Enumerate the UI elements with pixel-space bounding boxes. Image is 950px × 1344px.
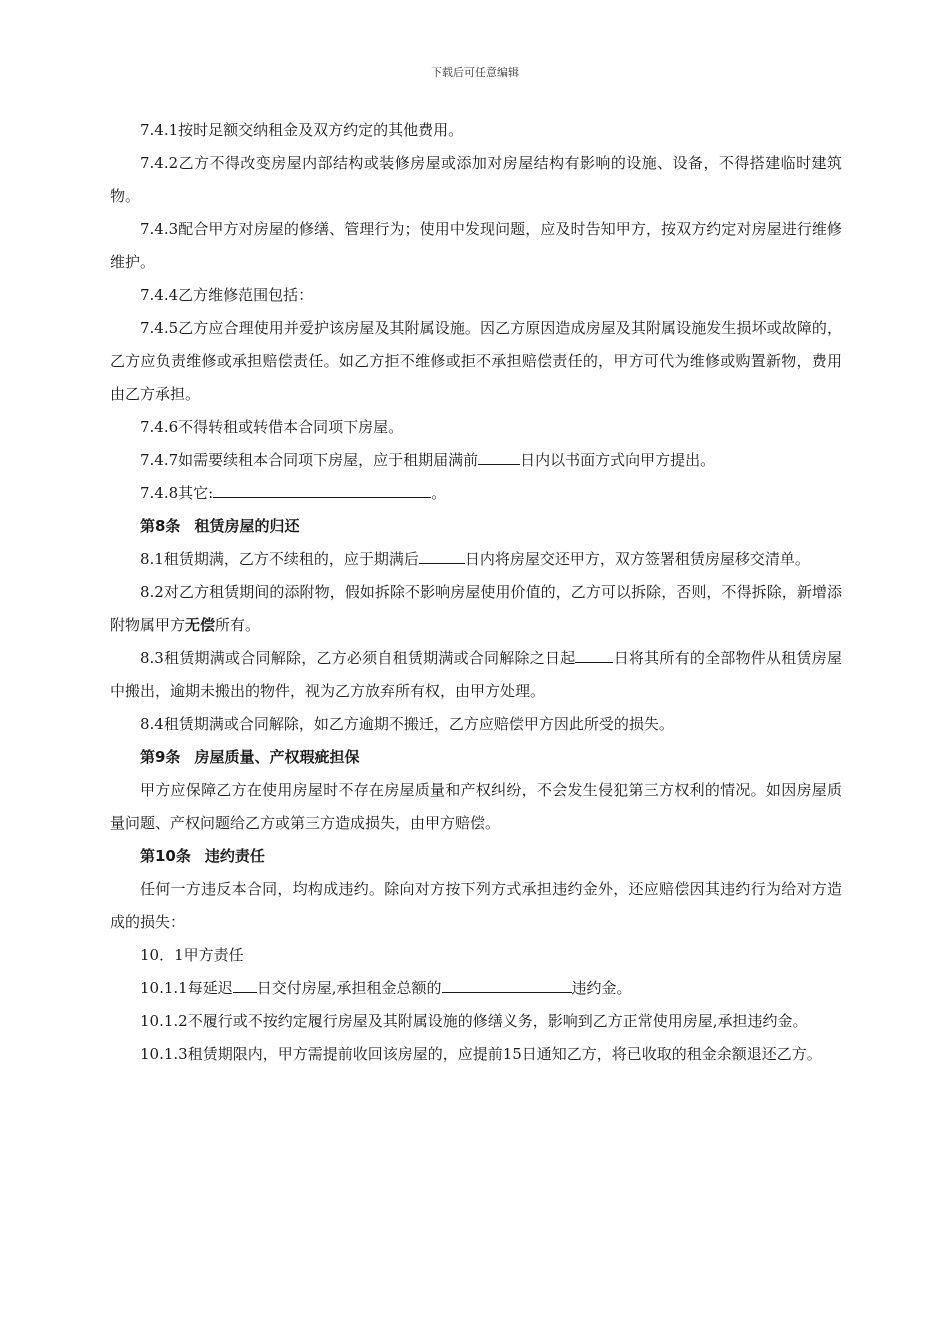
clause-7-4-8: [110, 477, 842, 510]
clause-7-4-5: 7.4.5乙方应合理使用并爱护该房屋及其附属设施。因乙方原因造成房屋及其附属设施发生损坏或故障的，乙方应负责维修或承担赔偿责任。如乙方拒不维修或拒不承担赔偿责任的，甲方可代为维修或购置新物，费用由乙方承担。: [110, 319, 842, 403]
clause-7-4-3: 7.4.3配合甲方对房屋的修缮、管理行为；使用中发现问题，应及时告知甲方，按双方约定对房屋进行维修维护。: [110, 220, 842, 271]
clause-10-1-1-text-b: 日交付房屋,承担租金总额的: [256, 979, 442, 997]
clause-8-3: [110, 642, 842, 708]
clause-10-1-1-text-a: 10.1.1每延迟: [140, 979, 233, 997]
article-10-text: 任何一方违反本合同，均构成违约。除向对方按下列方式承担违约金外，还应赔偿因其违约行为给对方造成的损失：: [110, 880, 842, 931]
article-9-number: 第9条: [140, 748, 181, 766]
contract-body: [110, 114, 842, 1071]
clause-10-1-1-text-c: 违约金。: [571, 979, 632, 997]
clause-10-1-1: [110, 972, 842, 1005]
clause-8-2: [110, 576, 842, 642]
fill-in-blank: [575, 646, 613, 663]
clause-7-4-7-text-a: 7.4.7如需要续租本合同项下房屋，应于租期届满前: [140, 451, 479, 469]
clause-8-2-text-a: 8.2对乙方租赁期间的添附物，假如拆除不影响房屋使用价值的，乙方可以拆除，否则，不得拆除，新增添附物属甲方: [110, 583, 842, 634]
clause-7-4-7-text-b: 日内以书面方式向甲方提出。: [520, 451, 716, 469]
clause-7-4-8-text-b: 。: [431, 484, 447, 502]
fill-in-blank: [478, 448, 520, 465]
article-9-title: 房屋质量、产权瑕疵担保: [194, 748, 360, 766]
fill-in-blank: [419, 547, 465, 564]
clause-10-1-3: 10.1.3租赁期限内，甲方需提前收回该房屋的，应提前15日通知乙方，将已收取的租金余额退还乙方。: [140, 1045, 822, 1063]
clause-7-4-1: 7.4.1按时足额交纳租金及双方约定的其他费用。: [140, 121, 464, 139]
article-9-text: 甲方应保障乙方在使用房屋时不存在房屋质量和产权纠纷，不会发生侵犯第三方权利的情况。如因房屋质量问题、产权问题给乙方或第三方造成损失，由甲方赔偿。: [110, 781, 842, 832]
clause-8-2-text-b: 所有。: [215, 616, 261, 634]
article-10-number: 第10条: [140, 847, 191, 865]
clause-7-4-7: [110, 444, 842, 477]
fill-in-blank: [213, 481, 431, 498]
clause-7-4-2: 7.4.2乙方不得改变房屋内部结构或装修房屋或添加对房屋结构有影响的设施、设备，不得搭建临时建筑物。: [110, 154, 842, 205]
clause-8-1: [110, 543, 842, 576]
article-8-heading: [110, 510, 842, 543]
clause-8-1-text-a: 8.1租赁期满，乙方不续租的，应于期满后: [140, 550, 419, 568]
clause-10-1: 10．1甲方责任: [140, 946, 244, 964]
clause-10-1-2: 10.1.2不履行或不按约定履行房屋及其附属设施的修缮义务，影响到乙方正常使用房屋,承担违约金。: [140, 1012, 808, 1030]
article-9-heading: [110, 741, 842, 774]
clause-8-3-text-b: 日将其所有的全部物件从租赁房屋中搬出，逾期未搬出的物件，视为乙方放弃所有权，由甲方处理。: [110, 649, 842, 700]
article-10-title: 违约责任: [204, 847, 265, 865]
article-8-title: 租赁房屋的归还: [194, 517, 300, 535]
fill-in-blank: [442, 976, 572, 993]
clause-8-1-text-b: 日内将房屋交还甲方，双方签署租赁房屋移交清单。: [464, 550, 810, 568]
clause-8-2-bold: 无偿: [185, 616, 216, 634]
clause-8-3-text-a: 8.3租赁期满或合同解除，乙方必须自租赁期满或合同解除之日起: [140, 649, 576, 667]
page-header: 下载后可任意编辑: [431, 66, 519, 79]
fill-in-blank: [233, 976, 257, 993]
clause-7-4-8-text-a: 7.4.8其它:: [140, 484, 214, 502]
article-10-heading: [110, 840, 842, 873]
clause-7-4-4: 7.4.4乙方维修范围包括：: [140, 286, 314, 304]
clause-7-4-6: 7.4.6不得转租或转借本合同项下房屋。: [140, 418, 404, 436]
clause-8-4: 8.4租赁期满或合同解除，如乙方逾期不搬迁，乙方应赔偿甲方因此所受的损失。: [140, 715, 674, 733]
article-8-number: 第8条: [140, 517, 181, 535]
